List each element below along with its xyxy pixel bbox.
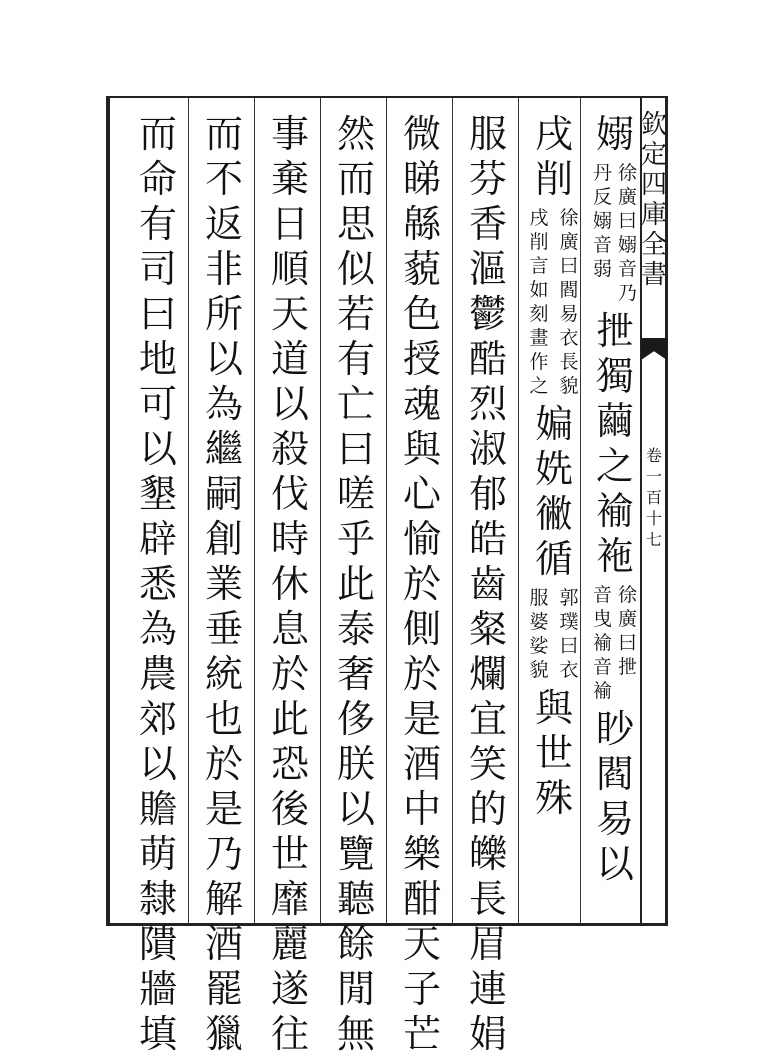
column-rule bbox=[452, 98, 453, 924]
column-rule bbox=[254, 98, 255, 924]
annotation-note bbox=[590, 161, 640, 305]
annotation-right-line: 徐 廣 曰 抴 bbox=[617, 584, 637, 678]
main-text-segment: 微 睇 緜 藐 色 授 魂 與 心 愉 於 側 於 是 酒 中 樂 酣 天 子 芒 bbox=[402, 112, 441, 1056]
annotation-right-line: 徐 廣 曰 嫋 音 乃 bbox=[617, 162, 637, 304]
main-text-segment: 嫋 bbox=[595, 112, 634, 156]
main-text-segment: 而 命 有 司 曰 地 可 以 墾 辟 悉 為 農 郊 以 贍 萌 隸 隤 牆 填 bbox=[138, 112, 177, 1056]
annotation-left-line: 服 婆 娑 貌 bbox=[529, 587, 549, 681]
column-rule bbox=[386, 98, 387, 924]
annotation-right-line: 徐 廣 曰 閻 易 衣 長 貌 bbox=[559, 207, 579, 397]
annotation-note bbox=[524, 206, 584, 398]
main-text-segment: 戌 削 bbox=[534, 112, 573, 201]
main-text-segment: 媥 姺 徶 循 bbox=[534, 402, 573, 581]
annotation-note bbox=[524, 586, 584, 682]
juan-number: 卷 一 百 十 七 bbox=[645, 446, 662, 549]
annotation-right-line: 郭 璞 曰 衣 bbox=[559, 587, 579, 681]
column-rule bbox=[518, 98, 519, 924]
annotation-note bbox=[590, 583, 640, 703]
annotation-left-line: 音 曳 褕 音 褕 bbox=[592, 584, 612, 702]
main-text-segment: 眇 閻 易 以 bbox=[595, 707, 634, 886]
main-text-segment: 然 而 思 似 若 有 亡 曰 嗟 乎 此 泰 奢 侈 朕 以 覽 聽 餘 閒 無 bbox=[336, 112, 375, 1056]
annotation-left-line: 丹 反 嫋 音 弱 bbox=[592, 162, 612, 280]
column-rule bbox=[188, 98, 189, 924]
main-text-segment: 與 世 殊 bbox=[534, 686, 573, 820]
main-text-segment: 而 不 返 非 所 以 為 繼 嗣 創 業 垂 統 也 於 是 乃 解 酒 罷 獵 bbox=[204, 112, 243, 1056]
column-rule bbox=[320, 98, 321, 924]
annotation-left-line: 戌 削 言 如 刻 畫 作 之 bbox=[529, 207, 549, 397]
main-text-segment: 抴 獨 繭 之 褕 袘 bbox=[595, 309, 634, 578]
main-text-segment: 服 芬 香 漚 鬱 酷 烈 淑 郁 皓 齒 粲 爛 宜 笑 的 皪 長 眉 連 娟 bbox=[468, 112, 507, 1056]
main-text-segment: 事 棄 日 順 天 道 以 殺 伐 時 休 息 於 此 恐 後 世 靡 麗 遂 往 bbox=[270, 112, 309, 1056]
book-title: 欽 定 四 庫 全 書 bbox=[641, 110, 668, 290]
